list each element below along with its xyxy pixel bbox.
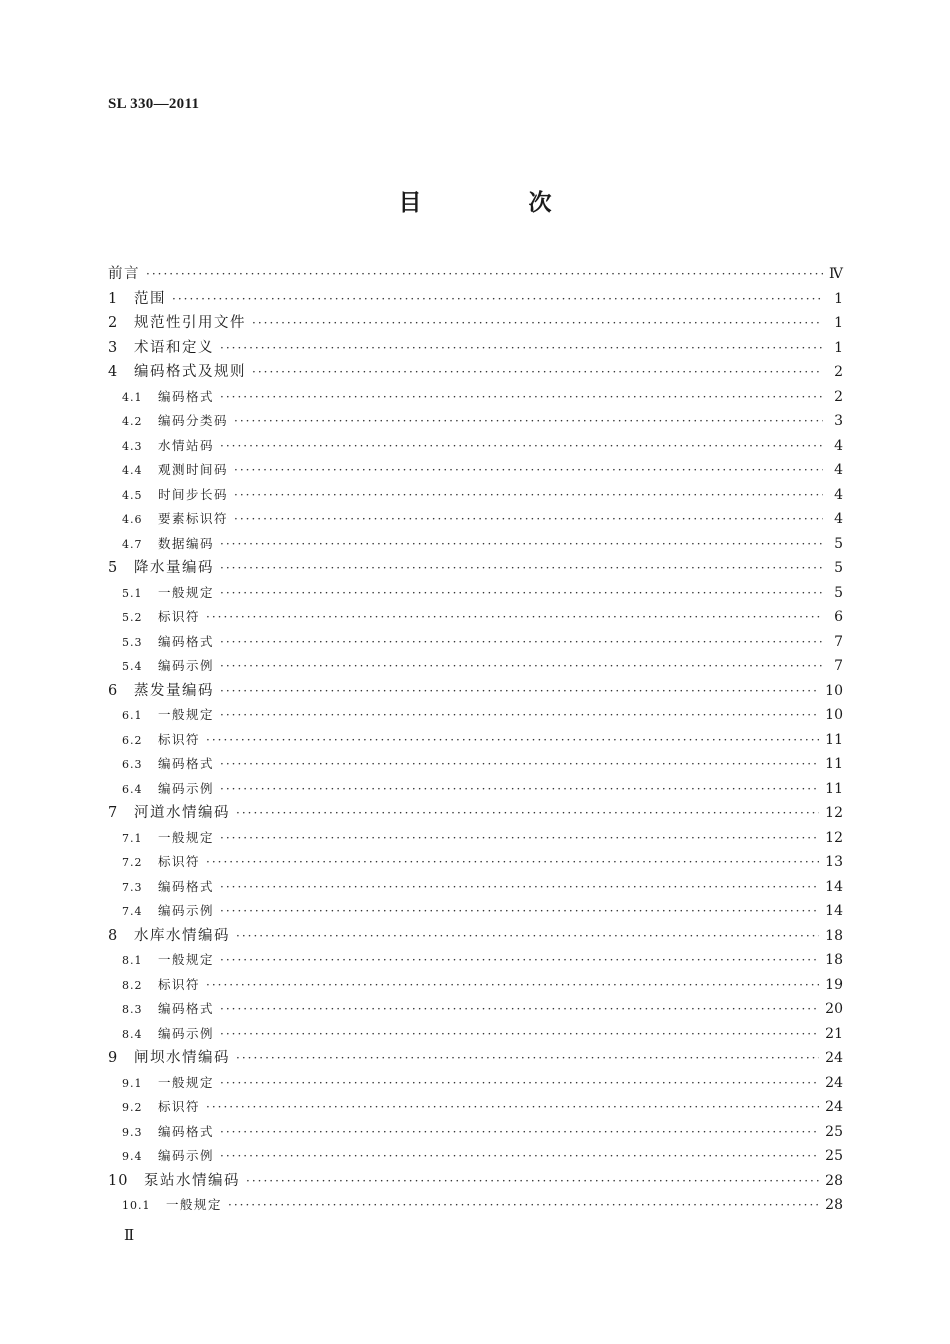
toc-entry-page: 4 bbox=[834, 511, 843, 527]
toc-entry-page: 1 bbox=[834, 290, 843, 307]
toc-entry-label: 降水量编码 bbox=[134, 560, 214, 576]
toc-entry-page: 11 bbox=[825, 780, 843, 797]
toc-entry-lead bbox=[108, 630, 218, 656]
toc-entry-label: 闸坝水情编码 bbox=[134, 1050, 230, 1066]
toc-entry[interactable] bbox=[108, 409, 843, 434]
toc-entry[interactable] bbox=[108, 752, 843, 777]
toc-entry-lead bbox=[108, 899, 218, 925]
toc-entry-number: 6.4 bbox=[122, 782, 143, 796]
toc-entry[interactable] bbox=[108, 801, 843, 826]
toc-entry-lead bbox=[108, 752, 218, 778]
toc-leader-dots bbox=[220, 875, 819, 900]
toc-leader-dots bbox=[220, 752, 819, 777]
toc-entry-label: 编码格式 bbox=[158, 633, 215, 649]
toc-entry-lead bbox=[108, 1120, 218, 1146]
toc-entry-page: 7 bbox=[834, 633, 843, 650]
toc-leader-dots bbox=[220, 1144, 819, 1169]
toc-entry[interactable] bbox=[108, 1095, 843, 1120]
toc-entry[interactable] bbox=[108, 973, 843, 998]
toc-entry-lead bbox=[108, 556, 218, 581]
toc-entry-number: 8.4 bbox=[122, 1027, 143, 1041]
toc-entry-label: 编码格式 bbox=[158, 756, 215, 771]
toc-entry-lead bbox=[108, 409, 232, 435]
toc-entry-page: 25 bbox=[825, 1148, 843, 1164]
toc-leader-dots bbox=[220, 556, 823, 581]
toc-entry-label: 编码格式 bbox=[158, 878, 215, 894]
toc-entry-number: 10 bbox=[108, 1172, 129, 1189]
toc-entry-number: 2 bbox=[108, 315, 119, 331]
toc-entry[interactable] bbox=[108, 777, 843, 802]
toc-entry-page: 12 bbox=[825, 829, 843, 846]
toc-entry-lead bbox=[108, 311, 250, 336]
toc-leader-dots bbox=[146, 262, 823, 287]
toc-entry-label: 一般规定 bbox=[158, 829, 215, 845]
toc-leader-dots bbox=[252, 311, 823, 336]
toc-entry-number: 5 bbox=[108, 560, 119, 576]
toc-leader-dots bbox=[220, 703, 819, 728]
page-number: Ⅱ bbox=[124, 1228, 135, 1244]
toc-entry-number: 9.1 bbox=[122, 1076, 143, 1090]
toc-leader-dots bbox=[220, 948, 819, 973]
toc-entry-lead bbox=[108, 801, 234, 826]
toc-entry[interactable] bbox=[108, 287, 843, 312]
toc-entry-number: 4.4 bbox=[122, 464, 143, 477]
toc-entry-lead bbox=[108, 948, 218, 974]
toc-entry-page: 4 bbox=[834, 462, 843, 478]
toc-entry-number: 4.7 bbox=[122, 537, 143, 551]
toc-entry[interactable] bbox=[108, 434, 843, 459]
toc-entry-lead bbox=[108, 287, 170, 312]
toc-entry-lead bbox=[108, 997, 218, 1023]
toc-entry-label: 一般规定 bbox=[158, 707, 215, 722]
toc-entry-lead bbox=[108, 458, 232, 484]
toc-entry-number: 4.2 bbox=[122, 415, 143, 428]
toc-entry[interactable] bbox=[108, 360, 843, 385]
toc-entry-number: 5.1 bbox=[122, 586, 143, 600]
toc-entry-number: 8 bbox=[108, 927, 119, 944]
toc-entry-label: 数据编码 bbox=[158, 535, 215, 551]
toc-entry-number: 10.1 bbox=[122, 1199, 151, 1212]
toc-entry-label: 编码格式 bbox=[158, 388, 215, 404]
toc-entry-number: 4.1 bbox=[122, 390, 143, 404]
toc-leader-dots bbox=[220, 654, 823, 679]
toc-entry-page: 19 bbox=[825, 976, 843, 993]
toc-entry-lead bbox=[108, 1193, 226, 1219]
toc-leader-dots bbox=[206, 605, 823, 630]
toc-entry[interactable] bbox=[108, 924, 843, 949]
toc-entry-number: 5.3 bbox=[122, 635, 143, 649]
toc-entry[interactable] bbox=[108, 728, 843, 753]
toc-entry-page: 28 bbox=[825, 1172, 843, 1189]
toc-entry-number: 8.3 bbox=[122, 1003, 143, 1016]
toc-entry-lead bbox=[108, 1046, 234, 1071]
toc-leader-dots bbox=[236, 924, 819, 949]
toc-leader-dots bbox=[220, 630, 823, 655]
toc-leader-dots bbox=[206, 973, 819, 998]
toc-entry[interactable] bbox=[108, 703, 843, 728]
toc-entry-page: 11 bbox=[825, 756, 843, 772]
toc-leader-dots bbox=[206, 1095, 819, 1120]
toc-leader-dots bbox=[220, 679, 819, 704]
toc-entry[interactable] bbox=[108, 850, 843, 875]
toc-entry-lead bbox=[108, 385, 218, 411]
toc-entry[interactable] bbox=[108, 1120, 843, 1145]
toc-entry-lead bbox=[108, 532, 218, 558]
toc-leader-dots bbox=[234, 507, 823, 532]
toc-leader-dots bbox=[220, 826, 819, 851]
toc-leader-dots bbox=[172, 287, 823, 312]
toc-entry-label: 标识符 bbox=[158, 1099, 201, 1114]
toc-entry-page: 1 bbox=[834, 339, 843, 356]
toc-entry-number: 3 bbox=[108, 339, 119, 356]
toc-entry-label: 标识符 bbox=[158, 854, 201, 869]
toc-entry[interactable] bbox=[108, 605, 843, 630]
toc-entry-lead bbox=[108, 262, 144, 287]
toc-entry-label: 观测时间码 bbox=[158, 462, 229, 477]
toc-entry-label: 术语和定义 bbox=[134, 339, 214, 356]
toc-entry[interactable] bbox=[108, 385, 843, 410]
toc-leader-dots bbox=[220, 1022, 819, 1047]
toc-entry-page: 4 bbox=[834, 437, 843, 454]
toc-entry-number: 4.3 bbox=[122, 439, 143, 453]
toc-entry[interactable] bbox=[108, 556, 843, 581]
toc-entry-lead bbox=[108, 1071, 218, 1097]
toc-entry-label: 蒸发量编码 bbox=[134, 682, 214, 699]
toc-entry-lead bbox=[108, 360, 250, 385]
toc-entry-lead bbox=[108, 777, 218, 803]
toc-entry-label: 编码示例 bbox=[158, 903, 215, 918]
toc-entry-number: 7.4 bbox=[122, 905, 143, 918]
toc-entry-page: 3 bbox=[834, 413, 843, 429]
toc-entry[interactable] bbox=[108, 581, 843, 606]
toc-leader-dots bbox=[220, 385, 823, 410]
toc-leader-dots bbox=[234, 483, 823, 508]
toc-entry-page: 24 bbox=[825, 1099, 843, 1115]
toc-entry-page: 6 bbox=[834, 609, 843, 625]
toc-entry-lead bbox=[108, 875, 218, 901]
toc-entry[interactable] bbox=[108, 679, 843, 704]
toc-entry-label: 范围 bbox=[134, 290, 166, 307]
toc-entry[interactable] bbox=[108, 1046, 843, 1071]
toc-entry-number: 6.1 bbox=[122, 709, 143, 722]
toc-entry[interactable] bbox=[108, 532, 843, 557]
toc-leader-dots bbox=[220, 899, 819, 924]
table-of-contents bbox=[108, 262, 843, 1218]
toc-entry-page: 4 bbox=[834, 486, 843, 503]
standard-code: SL 330—2011 bbox=[108, 96, 200, 112]
page-title: 目 次 bbox=[398, 190, 594, 216]
toc-leader-dots bbox=[236, 801, 819, 826]
toc-entry-lead bbox=[108, 336, 218, 361]
toc-entry-number: 9.3 bbox=[122, 1125, 143, 1139]
toc-entry-number: 7 bbox=[108, 805, 119, 821]
toc-entry-lead bbox=[108, 1144, 218, 1170]
toc-entry-page: 18 bbox=[825, 927, 843, 944]
toc-entry-number: 7.3 bbox=[122, 880, 143, 894]
toc-entry-lead bbox=[108, 434, 218, 460]
toc-leader-dots bbox=[234, 409, 823, 434]
toc-entry[interactable] bbox=[108, 1169, 843, 1194]
toc-leader-dots bbox=[220, 1071, 819, 1096]
toc-leader-dots bbox=[220, 777, 819, 802]
toc-entry-lead bbox=[108, 605, 204, 631]
toc-entry-page: 10 bbox=[825, 707, 843, 723]
toc-entry-page: 5 bbox=[834, 535, 843, 552]
toc-entry-page: 2 bbox=[834, 388, 843, 405]
toc-entry-label: 前言 bbox=[108, 266, 140, 282]
toc-entry-number: 9.2 bbox=[122, 1101, 143, 1114]
toc-entry[interactable] bbox=[108, 311, 843, 336]
toc-entry-lead bbox=[108, 679, 218, 704]
toc-entry[interactable] bbox=[108, 826, 843, 851]
toc-entry-number: 5.4 bbox=[122, 660, 143, 673]
toc-entry-label: 时间步长码 bbox=[158, 486, 229, 502]
toc-entry-number: 8.1 bbox=[122, 954, 143, 967]
toc-entry-lead bbox=[108, 850, 204, 876]
toc-entry[interactable] bbox=[108, 458, 843, 483]
toc-entry[interactable] bbox=[108, 1071, 843, 1096]
toc-leader-dots bbox=[246, 1169, 819, 1194]
toc-entry-lead bbox=[108, 826, 218, 852]
toc-entry-page: 28 bbox=[825, 1197, 843, 1213]
toc-entry-lead bbox=[108, 728, 204, 754]
toc-leader-dots bbox=[220, 532, 823, 557]
toc-entry-label: 一般规定 bbox=[158, 952, 215, 967]
toc-entry[interactable] bbox=[108, 899, 843, 924]
toc-entry-label: 规范性引用文件 bbox=[134, 315, 246, 331]
toc-entry-lead bbox=[108, 1095, 204, 1121]
toc-entry-number: 9.4 bbox=[122, 1150, 143, 1163]
toc-entry-page: 5 bbox=[834, 560, 843, 576]
toc-entry-page: 14 bbox=[825, 878, 843, 895]
toc-entry-label: 水情站码 bbox=[158, 437, 215, 453]
toc-entry-label: 编码示例 bbox=[158, 1025, 215, 1041]
toc-entry-label: 标识符 bbox=[158, 609, 201, 624]
toc-entry-label: 编码示例 bbox=[158, 780, 215, 796]
toc-entry-page: 12 bbox=[825, 805, 843, 821]
toc-entry-label: 河道水情编码 bbox=[134, 805, 230, 821]
toc-entry-lead bbox=[108, 1022, 218, 1048]
toc-entry-number: 6.3 bbox=[122, 758, 143, 771]
toc-entry-page: 10 bbox=[825, 682, 843, 699]
toc-leader-dots bbox=[220, 581, 823, 606]
toc-entry-label: 泵站水情编码 bbox=[144, 1172, 240, 1189]
toc-entry-page: Ⅳ bbox=[829, 266, 843, 282]
toc-entry-label: 编码示例 bbox=[158, 658, 215, 673]
toc-entry-number: 4.5 bbox=[122, 488, 143, 502]
toc-entry-lead bbox=[108, 581, 218, 607]
toc-entry-page: 24 bbox=[825, 1074, 843, 1091]
toc-leader-dots bbox=[206, 850, 819, 875]
toc-leader-dots bbox=[206, 728, 819, 753]
toc-entry[interactable] bbox=[108, 1022, 843, 1047]
toc-entry-page: 20 bbox=[825, 1001, 843, 1017]
toc-entry-page: 1 bbox=[834, 315, 843, 331]
toc-entry-page: 5 bbox=[834, 584, 843, 601]
toc-entry-number: 7.1 bbox=[122, 831, 143, 845]
toc-entry-label: 一般规定 bbox=[158, 1074, 215, 1090]
toc-entry-number: 4.6 bbox=[122, 513, 143, 526]
toc-entry-label: 编码格式及规则 bbox=[134, 364, 246, 380]
toc-entry-page: 21 bbox=[825, 1025, 843, 1042]
toc-entry-lead bbox=[108, 483, 232, 509]
toc-entry-label: 编码格式 bbox=[158, 1123, 215, 1139]
toc-leader-dots bbox=[220, 336, 823, 361]
toc-entry-label: 一般规定 bbox=[166, 1197, 223, 1212]
toc-entry[interactable] bbox=[108, 997, 843, 1022]
toc-leader-dots bbox=[220, 997, 819, 1022]
toc-entry[interactable] bbox=[108, 507, 843, 532]
toc-leader-dots bbox=[228, 1193, 819, 1218]
toc-entry-page: 24 bbox=[825, 1050, 843, 1066]
toc-leader-dots bbox=[220, 1120, 819, 1145]
toc-entry-lead bbox=[108, 654, 218, 680]
toc-leader-dots bbox=[236, 1046, 819, 1071]
toc-entry[interactable] bbox=[108, 262, 843, 287]
toc-leader-dots bbox=[252, 360, 823, 385]
toc-entry-label: 标识符 bbox=[158, 731, 201, 747]
toc-entry-page: 25 bbox=[825, 1123, 843, 1140]
toc-entry-number: 4 bbox=[108, 364, 119, 380]
toc-entry[interactable] bbox=[108, 630, 843, 655]
toc-entry[interactable] bbox=[108, 1193, 843, 1218]
toc-entry[interactable] bbox=[108, 336, 843, 361]
toc-entry-lead bbox=[108, 924, 234, 949]
toc-entry-label: 要素标识符 bbox=[158, 511, 229, 526]
toc-entry-page: 13 bbox=[825, 854, 843, 870]
toc-entry-number: 6.2 bbox=[122, 733, 143, 747]
toc-entry-page: 11 bbox=[825, 731, 843, 748]
toc-leader-dots bbox=[220, 434, 823, 459]
toc-entry-lead bbox=[108, 1169, 244, 1194]
toc-entry[interactable] bbox=[108, 875, 843, 900]
toc-entry-lead bbox=[108, 703, 218, 729]
toc-entry[interactable] bbox=[108, 483, 843, 508]
toc-leader-dots bbox=[234, 458, 823, 483]
toc-entry-number: 7.2 bbox=[122, 856, 143, 869]
toc-entry-label: 编码格式 bbox=[158, 1001, 215, 1016]
toc-entry-number: 1 bbox=[108, 290, 119, 307]
toc-entry-label: 水库水情编码 bbox=[134, 927, 230, 944]
toc-entry[interactable] bbox=[108, 948, 843, 973]
toc-entry-label: 一般规定 bbox=[158, 584, 215, 600]
toc-entry-label: 编码示例 bbox=[158, 1148, 215, 1163]
toc-entry-lead bbox=[108, 973, 204, 999]
toc-entry-page: 18 bbox=[825, 952, 843, 968]
toc-entry[interactable] bbox=[108, 1144, 843, 1169]
toc-entry-number: 9 bbox=[108, 1050, 119, 1066]
toc-entry-page: 14 bbox=[825, 903, 843, 919]
toc-entry-number: 5.2 bbox=[122, 611, 143, 624]
toc-entry-label: 标识符 bbox=[158, 976, 201, 992]
toc-entry-number: 8.2 bbox=[122, 978, 143, 992]
toc-entry-page: 2 bbox=[834, 364, 843, 380]
toc-entry-lead bbox=[108, 507, 232, 533]
toc-entry-page: 7 bbox=[834, 658, 843, 674]
toc-entry[interactable] bbox=[108, 654, 843, 679]
toc-entry-number: 6 bbox=[108, 682, 119, 699]
toc-entry-label: 编码分类码 bbox=[158, 413, 229, 428]
